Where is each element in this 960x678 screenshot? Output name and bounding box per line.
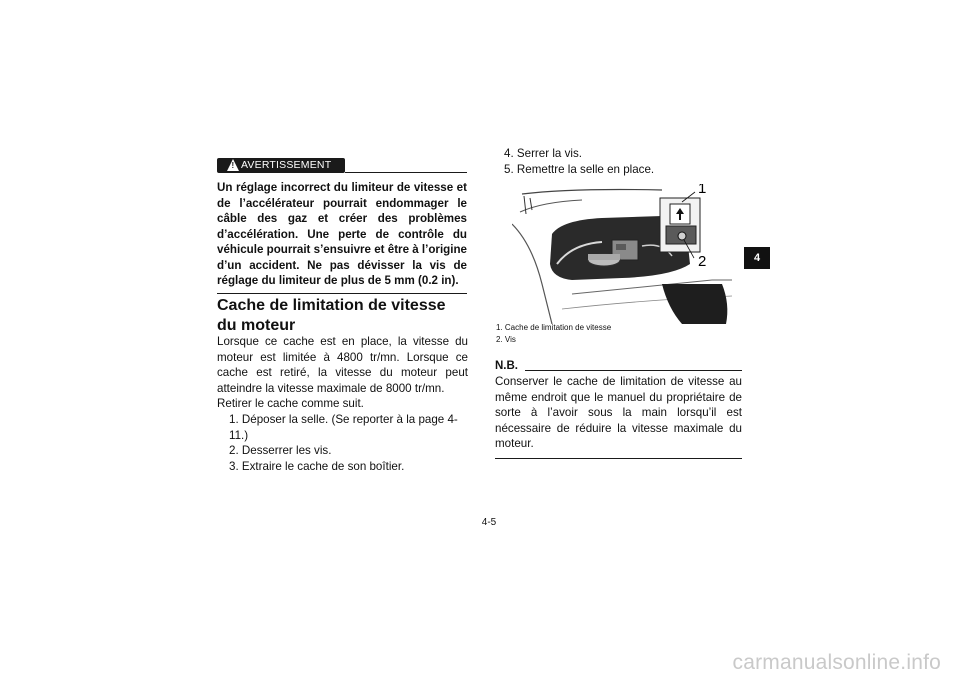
note-header bbox=[495, 360, 742, 374]
warning-box bbox=[217, 158, 467, 294]
callout-number: 1 bbox=[698, 184, 707, 197]
step-item: 1. Déposer la selle. (Se reporter à la page 4-11.) bbox=[229, 412, 458, 442]
warning-header bbox=[217, 158, 467, 174]
chapter-tab: 4 bbox=[744, 247, 770, 269]
note-rule bbox=[525, 370, 742, 371]
warning-bottom-rule bbox=[217, 293, 467, 294]
note-label: N.B. bbox=[495, 360, 518, 372]
step-item: 5. Remettre la selle en place. bbox=[504, 162, 655, 176]
note-bottom-rule bbox=[495, 458, 742, 459]
callout-number: 2 bbox=[698, 253, 707, 270]
exclamation-icon: ! bbox=[231, 161, 235, 170]
warning-label-text: AVERTISSEMENT bbox=[241, 159, 332, 171]
page-number: 4-5 bbox=[481, 517, 497, 528]
warning-label bbox=[217, 158, 345, 173]
figure-illustration bbox=[512, 184, 732, 324]
warning-rule bbox=[345, 172, 467, 173]
caption-item: 1. Cache de limitation de vitesse bbox=[496, 323, 612, 332]
right-steps bbox=[504, 146, 744, 177]
figure-captions bbox=[496, 322, 736, 346]
note-box bbox=[495, 360, 742, 459]
step-item: 2. Desserrer les vis. bbox=[229, 444, 332, 458]
step-item: 4. Serrer la vis. bbox=[504, 147, 582, 160]
left-body bbox=[217, 334, 468, 474]
section-title: Cache de limitation de vitesse du moteur bbox=[217, 297, 446, 334]
watermark: carmanualsonline.info bbox=[732, 651, 941, 674]
step-item: 3. Extraire le cache de son boîtier. bbox=[229, 459, 405, 473]
caption-item: 2. Vis bbox=[496, 335, 516, 344]
note-text: Conserver le cache de limitation de vitesse au même endroit que le manuel du propriétaire de sorte à l’avoir sous la main lorsqu’il est nécessaire de réduire la vitesse maximale du moteur. bbox=[495, 375, 742, 451]
lead-line: Retirer le cache comme suit. bbox=[217, 397, 364, 411]
intro-paragraph: Lorsque ce cache est en place, la vitesse du moteur est limitée à 4800 tr/mn. Lorsque ce cache est retiré, la vitesse du moteur peut atteindre la vitesse maximale de 8000 tr/mn. bbox=[217, 335, 468, 395]
warning-text: Un réglage incorrect du limiteur de vitesse et de l’accélérateur pourrait endommager le câble des gaz et créer des problèmes d’accélération. Une perte de contrôle du véhicule pourrait s’ensuivre et être à l’origine d’un accident. Ne pas dévisser la vis de réglage du limiteur de plus de 5 mm (0.2 in). bbox=[217, 181, 467, 287]
